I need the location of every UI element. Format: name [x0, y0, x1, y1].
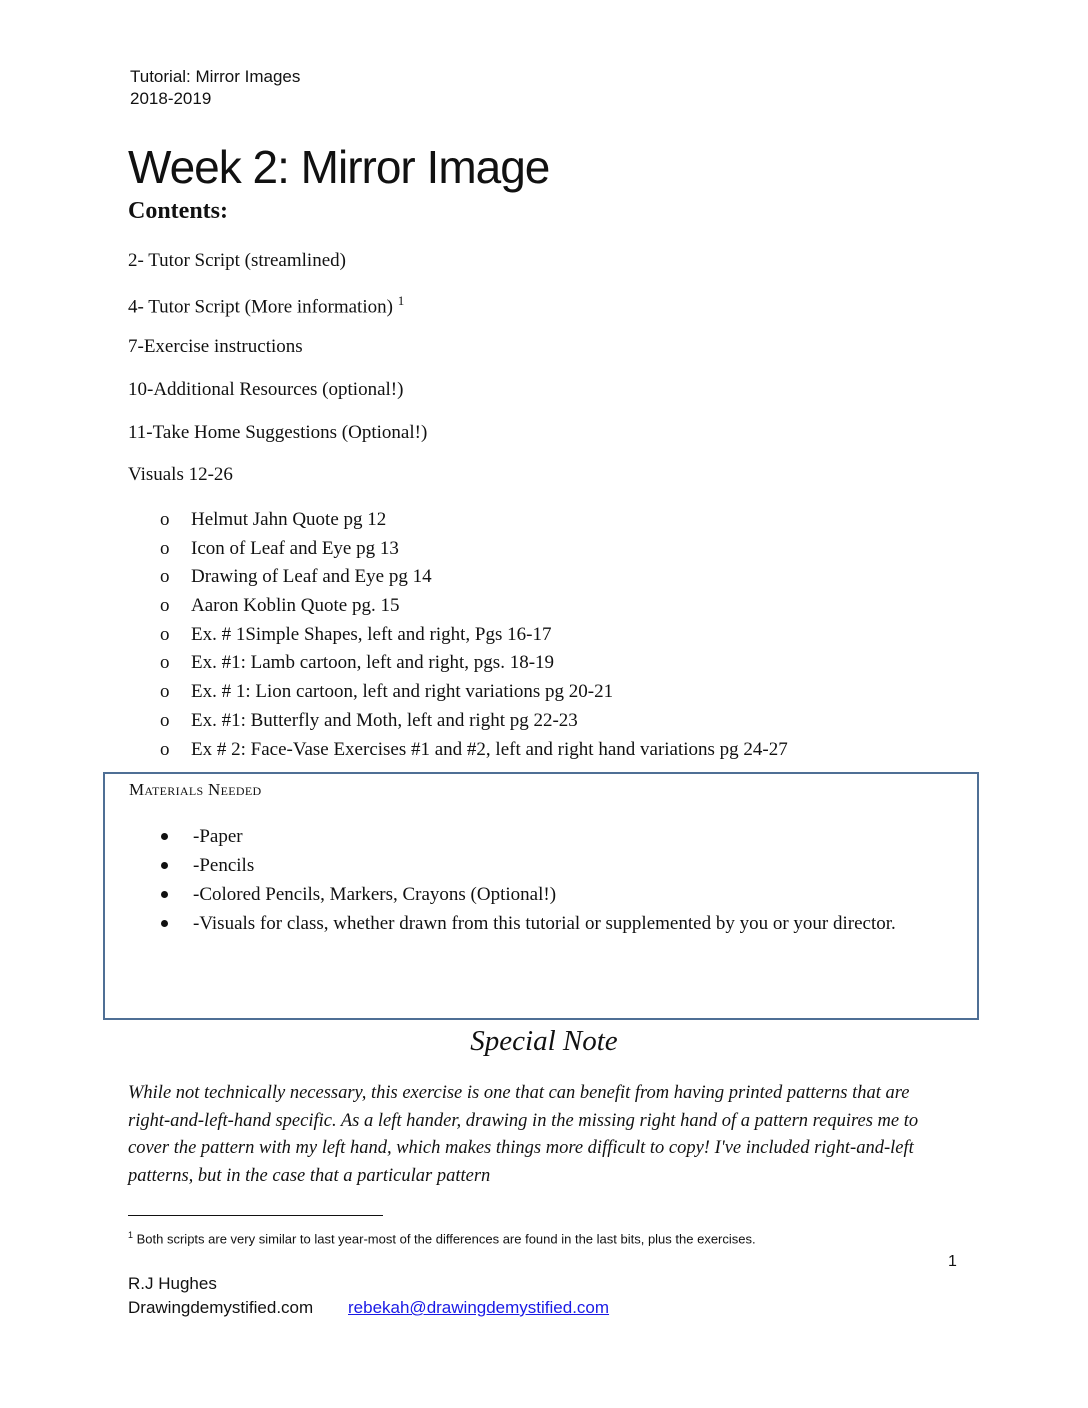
list-item: o Helmut Jahn Quote pg 12 — [160, 506, 788, 535]
footnote-divider — [128, 1215, 383, 1216]
list-item: o Drawing of Leaf and Eye pg 14 — [160, 563, 788, 592]
bullet-icon — [159, 822, 193, 851]
list-item: o Aaron Koblin Quote pg. 15 — [160, 592, 788, 621]
contents-heading: Contents: — [128, 198, 228, 224]
list-item: o Ex. #1: Lamb cartoon, left and right, pgs. 18-19 — [160, 649, 788, 678]
list-item: -Pencils — [159, 851, 949, 880]
list-item: o Ex. #1: Butterfly and Moth, left and right pg 22-23 — [160, 707, 788, 736]
toc-item: 2- Tutor Script (streamlined) — [128, 250, 346, 271]
toc-item — [128, 293, 404, 318]
list-item: o Ex. # 1: Lion cartoon, left and right variations pg 20-21 — [160, 678, 788, 707]
footer-site: Drawingdemystified.com — [128, 1298, 314, 1317]
special-note-title: Special Note — [470, 1025, 618, 1057]
list-item: -Colored Pencils, Markers, Crayons (Optional!) — [159, 880, 949, 909]
footnote-marker: 1 — [128, 1230, 134, 1240]
bullet-icon — [159, 851, 193, 880]
page-title: Week 2: Mirror Image — [128, 141, 550, 193]
footnote-ref[interactable]: 1 — [397, 293, 405, 308]
materials-box — [103, 772, 979, 1020]
bullet-icon: o — [160, 595, 170, 617]
toc-item-text: 4- Tutor Script (More information) — [128, 296, 398, 318]
materials-title: Materials Needed — [129, 780, 262, 799]
footnote — [128, 1230, 756, 1246]
toc-item: 7-Exercise instructions — [128, 336, 303, 357]
header-year: 2018-2019 — [130, 89, 212, 108]
bullet-icon — [159, 909, 193, 938]
list-item: -Paper — [159, 822, 949, 851]
toc-item: 11-Take Home Suggestions (Optional!) — [128, 422, 428, 443]
bullet-icon: o — [160, 738, 170, 760]
bullet-icon: o — [160, 681, 170, 703]
bullet-icon: o — [160, 537, 170, 559]
footer-author: R.J Hughes — [128, 1274, 217, 1293]
bullet-icon: o — [160, 566, 170, 588]
bullet-icon: o — [160, 652, 170, 674]
bullet-icon: o — [160, 623, 170, 645]
footnote-text: Both scripts are very similar to last year-most of the differences are found in the last bits, plus the exercises. — [133, 1231, 756, 1247]
visuals-list — [160, 506, 788, 764]
bullet-icon: o — [160, 709, 170, 731]
footer-email-link[interactable]: rebekah@drawingdemystified.com — [348, 1298, 610, 1317]
toc-item: Visuals 12-26 — [128, 464, 233, 485]
list-item: o Ex # 2: Face-Vase Exercises #1 and #2, left and right hand variations pg 24-27 — [160, 736, 788, 765]
page-number: 1 — [948, 1253, 957, 1270]
list-item: o Icon of Leaf and Eye pg 13 — [160, 535, 788, 564]
bullet-icon — [159, 880, 193, 909]
header-title: Tutorial: Mirror Images — [130, 67, 301, 86]
toc-item: 10-Additional Resources (optional!) — [128, 379, 404, 400]
bullet-icon: o — [160, 509, 170, 530]
list-item: -Visuals for class, whether drawn from this tutorial or supplemented by you or your director. — [159, 909, 949, 938]
materials-list — [159, 822, 949, 938]
list-item: o Ex. # 1Simple Shapes, left and right, Pgs 16-17 — [160, 621, 788, 650]
special-note-body: While not technically necessary, this exercise is one that can benefit from having printed patterns that are right-and-left-hand specific. As a left hander, drawing in the missing right hand of a pattern requires me to cover the pattern with my left hand, which makes things more difficult to copy! I've included right-and-left patterns, but in the case that a particular pattern — [128, 1083, 919, 1186]
